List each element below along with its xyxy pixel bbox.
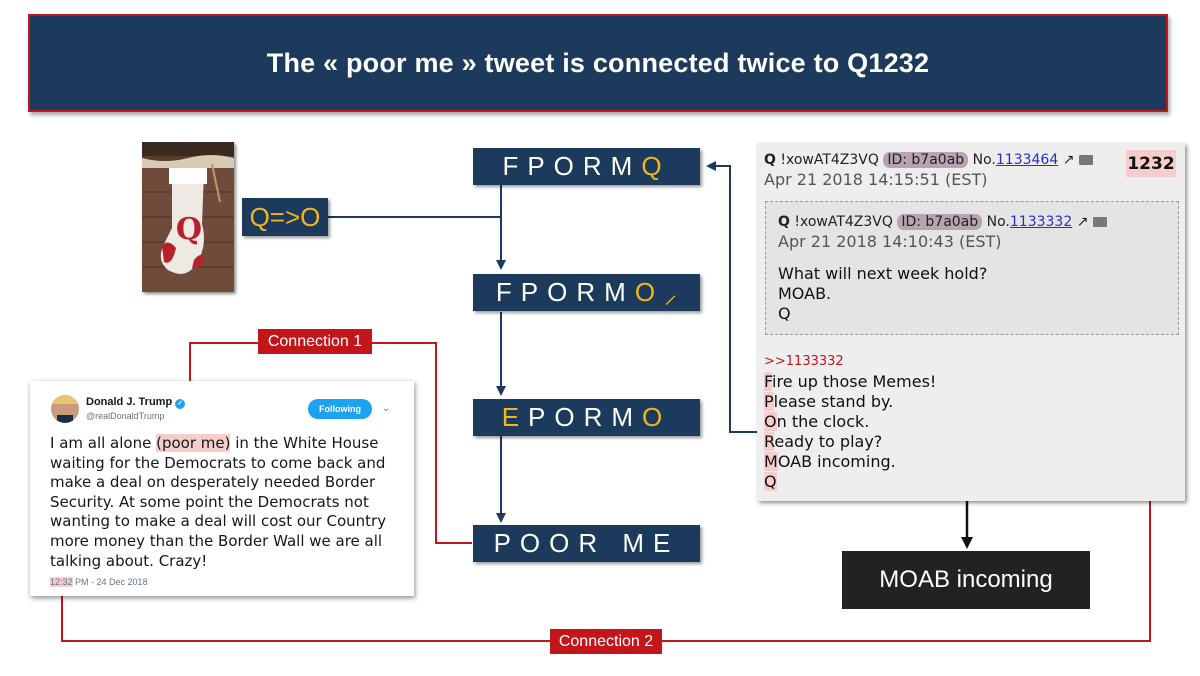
tweet-timestamp[interactable]	[50, 577, 148, 587]
anagram-step-4	[473, 525, 700, 562]
quoted-meta	[778, 214, 1107, 230]
acrostic-letter: F	[764, 372, 773, 391]
quoted-number-link[interactable]: 1133332	[1009, 214, 1073, 230]
poor-me-highlight: (poor me)	[156, 434, 231, 452]
post-line	[764, 432, 936, 452]
anagram-step-2	[473, 274, 700, 311]
connection-1-label	[258, 329, 372, 354]
quoted-line: What will next week hold?	[778, 264, 988, 283]
connection-2-text: Connection 2	[558, 632, 654, 650]
step-4-text: POOR ME	[493, 528, 680, 558]
post-no-label: No.	[972, 152, 996, 168]
tweet-date: PM - 24 Dec 2018	[72, 577, 148, 587]
acrostic-letter: P	[764, 392, 774, 411]
tweet-name-row	[86, 396, 185, 409]
tweet-author-name[interactable]: Donald J. Trump	[86, 396, 173, 408]
anagram-step-3	[473, 399, 700, 436]
q-to-o-box	[242, 198, 328, 236]
q-drop-number-badge: 1232	[1126, 150, 1176, 177]
tweet-text-rest: in the White House waiting for the Democrats to come back and make a deal on desperately needed Border Security. At some point the Democrats not wanting to make a deal will cost our Country more money than the Border Wall we are all talking about. Crazy!	[50, 434, 387, 570]
tweet-handle[interactable]: @realDonaldTrump	[86, 411, 165, 421]
post-date: Apr 21 2018 14:15:51 (EST)	[764, 170, 988, 189]
quoted-trip: !xowAT4Z3VQ	[794, 214, 893, 230]
post-meta	[764, 152, 1093, 168]
following-label: Following	[319, 404, 361, 414]
q-to-o-label: Q=>O	[249, 201, 321, 232]
quoted-no-label: No.	[986, 214, 1010, 230]
post-trip: !xowAT4Z3VQ	[780, 152, 879, 168]
post-line	[764, 372, 936, 392]
step-3-text: PORM	[528, 402, 643, 432]
external-link-icon[interactable]: ↗	[1062, 152, 1075, 168]
reply-reference-link[interactable]: >>1133332	[764, 354, 844, 369]
avatar[interactable]	[51, 395, 79, 423]
post-line-text: lease stand by.	[773, 392, 894, 411]
tweet-text	[50, 434, 400, 571]
connection-2-label	[550, 629, 662, 654]
post-line	[764, 392, 936, 412]
step-3-lead-accent: E	[501, 402, 529, 432]
quoted-author: Q	[778, 214, 790, 230]
quoted-id-badge: ID: b7a0ab	[897, 214, 982, 230]
quoted-date: Apr 21 2018 14:10:43 (EST)	[778, 232, 1002, 251]
acrostic-letter: Q	[764, 472, 777, 491]
quoted-line: Q	[778, 304, 791, 323]
stocking-letter: Q	[175, 212, 203, 247]
post-line-text: OAB incoming.	[777, 452, 896, 471]
chevron-down-icon[interactable]: ⌄	[382, 403, 391, 414]
step-1-text: FPORM	[502, 151, 642, 181]
post-line-text: n the clock.	[776, 412, 870, 431]
acrostic-letter: R	[764, 432, 775, 451]
post-line	[764, 452, 936, 472]
post-line	[764, 472, 936, 492]
stocking-photo	[142, 142, 234, 292]
step-2-text: FPORM	[495, 277, 635, 307]
tweet-card	[30, 381, 414, 596]
post-line-text: ire up those Memes!	[772, 372, 937, 391]
page-title: The « poor me » tweet is connected twice to Q1232	[266, 47, 930, 78]
verified-icon: ✓	[175, 399, 185, 409]
q-post	[757, 143, 1185, 501]
folder-icon[interactable]	[1093, 217, 1107, 227]
quoted-post	[765, 201, 1179, 335]
post-id-badge: ID: b7a0ab	[883, 152, 968, 168]
post-number-link[interactable]: 1133464	[995, 152, 1059, 168]
post-body	[764, 372, 936, 492]
anagram-step-1	[473, 148, 700, 185]
step-2-accent: O	[634, 277, 665, 307]
quoted-body	[778, 264, 987, 324]
quoted-line: MOAB.	[778, 284, 832, 303]
post-line	[764, 412, 936, 432]
folder-icon[interactable]	[1079, 155, 1093, 165]
step-3-accent: O	[642, 402, 672, 432]
moab-incoming-box	[842, 551, 1090, 609]
following-button[interactable]	[308, 399, 372, 419]
post-author: Q	[764, 152, 776, 168]
connection-1-text: Connection 1	[267, 332, 363, 350]
step-2-mark: ⸝	[664, 278, 678, 309]
post-to-fpormq-arrow	[708, 166, 757, 432]
tweet-time: 12:32	[50, 577, 73, 587]
external-link-icon[interactable]: ↗	[1076, 214, 1089, 230]
tweet-text-start: I am all alone	[50, 434, 157, 452]
moab-label: MOAB incoming	[879, 566, 1053, 593]
acrostic-letter: O	[764, 412, 777, 431]
step-1-accent: Q	[641, 151, 671, 181]
acrostic-letter: M	[764, 452, 778, 471]
post-line-text: eady to play?	[774, 432, 883, 451]
